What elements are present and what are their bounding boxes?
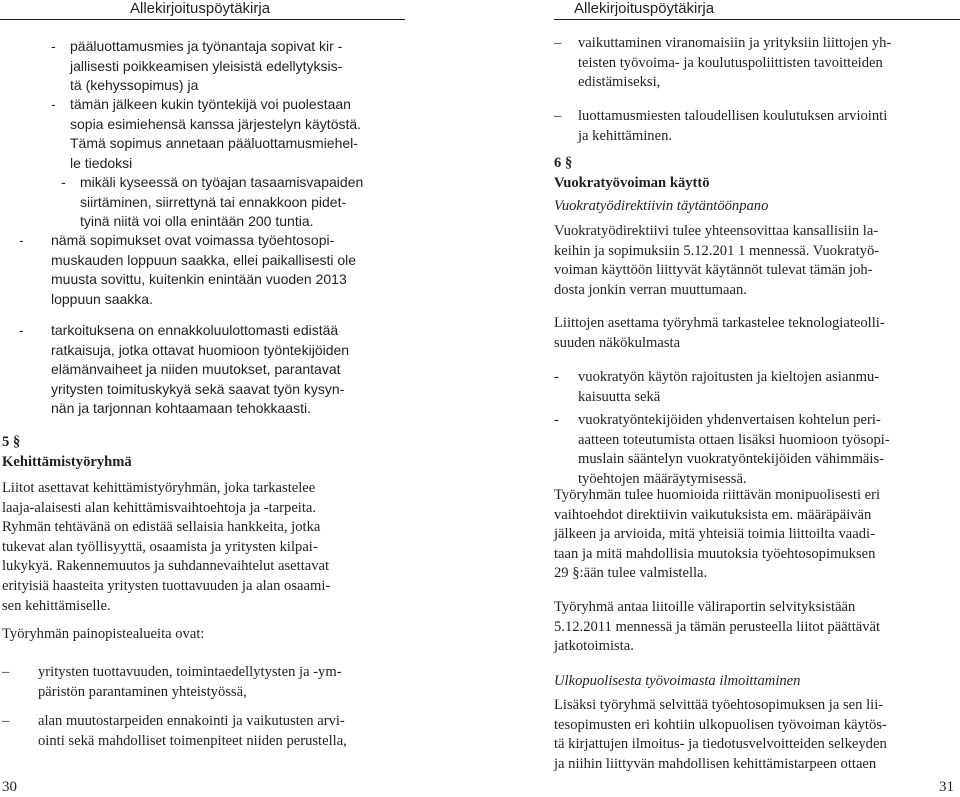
right-page [480,0,960,797]
sub-heading: Vuokratyödirektiivin täytäntöönpano [554,198,769,214]
paragraph: Liittojen asettama työryhmä tarkastelee teknologiateolli- suuden näkökulmasta [554,315,885,351]
list-item: – vaikuttaminen viranomaisiin ja yrityksiin liittojen yh- teisten työvoima- ja koulutuspoliittisten tavoitteiden edistämiseksi, [554,35,892,91]
list-dash: - [19,232,24,248]
list-dash: - [51,96,56,112]
paragraph: Työryhmä antaa liitoille väliraportin selvityksistään 5.12.2011 mennessä ja tämän perusteella liitot päättävät jatkotoimista. [554,599,881,655]
paragraph: Työryhmän painopistealueita ovat: [2,626,205,642]
list-item: – alan muutostarpeiden ennakointi ja vaikutusten arvi- ointi sekä mahdolliset toimenpiteet niiden perustella, [2,713,347,749]
list-item: – yritysten tuottavuuden, toimintaedellytysten ja -ym- päristön parantaminen yhteistyössä, [2,664,342,700]
paragraph: Liitot asettavat kehittämistyöryhmän, joka tarkastelee laaja-alaisesti alan kehittämisvaihtoehtoja ja -tarpeita. Ryhmän tehtävänä on edistää sellaisia hankkeita, jotka tukevat alan työllisyyttä, osaamista ja yritysten kilpai- lukykyä. Rakennemuutos ja suhdannevaihtelut asettavat erityisiä haasteita yritysten tuottavuuden ja alan osaami- sen kehittämiselle. [2,480,331,614]
header-rule [554,19,960,20]
sub-heading: Ulkopuolisesta työvoimasta ilmoittaminen [554,673,801,689]
list-item: – luottamusmiesten taloudellisen koulutuksen arviointi ja kehittäminen. [554,108,888,144]
list-item: - vuokratyöntekijöiden yhdenvertaisen kohtelun peri- aatteen toteutumista ottaen lisäksi huomioon työsopi- muslain sääntelyn vuokratyöntekijöiden vähimmäis- työehtojen määräytymisessä. [554,412,890,487]
list-item: - tarkoituksena on ennakkoluulottomasti edistää ratkaisuja, jotka ottavat huomioon työntekijöiden elämänvaiheet ja niiden muutokset, parantavat yritysten toimituskykyä sekä saavat työn kysyn- nän ja tarjonnan kohtaamaan tehokkaasti. [19,322,350,417]
page-number: 31 [939,779,954,795]
list-dash: – [2,664,10,680]
list-item: - pääluottamusmies ja työnantaja sopivat kir - jallisesti poikkeamisen yleisistä edellytyksis- tä (kehyssopimus) ja [51,38,343,94]
page-number: 30 [2,779,17,795]
section-number: 5 § [2,434,21,450]
paragraph: Työryhmän tulee huomioida riittävän monipuolisesti eri vaihtoehdot direktiivin vaikutuksista em. määräpäivän jälkeen ja arvioida, mitä yhteisiä toimia liittoilta vaadi- taan ja mitä mahdollisia muutoksia työehtosopimuksen 29 §:ään tulee valmistella. [554,487,881,582]
list-dash: - [554,412,559,428]
paragraph: Vuokratyödirektiivi tulee yhteensovittaa kansallisiin la- keihin ja sopimuksiin 5.12.201 1 mennessä. Vuokratyö- voiman käyttöön liittyvät käytännöt tulevat tämän joh- dosta jonkin verran muuttumaan. [554,223,880,298]
header-rule [0,19,405,20]
paragraph: Lisäksi työryhmä selvittää työehtosopimuksen ja sen lii- tesopimusten eri kohtiin ulkopuolisen työvoiman käytös- tä kirjattujen ilmoitus- ja tiedotusvelvoitteiden selkeyden ja niihin liittyvän mahdollisen kehittämistarpeen ottaen [554,697,887,772]
list-dash: - [51,38,56,54]
section-number: 6 § [554,155,573,171]
section-title: Vuokratyövoiman käyttö [554,174,710,191]
list-item: - tämän jälkeen kukin työntekijä voi puolestaan sopia esimiehensä kanssa järjestelyn käytöstä. Tämä sopimus annetaan pääluottamusmiehel- le tiedoksi [51,96,362,171]
section-heading [2,433,132,472]
list-dash: - [61,174,66,190]
section-title: Kehittämistyöryhmä [2,453,132,470]
list-item: - nämä sopimukset ovat voimassa työehtosopi- muskauden loppuun saakka, ellei paikallisesti ole muusta sovittu, kuitenkin enintään vuoden 2013 loppuun saakka. [19,232,357,307]
list-dash: – [554,108,562,124]
section-heading [554,154,710,193]
running-header: Allekirjoituspöytäkirja [574,0,715,17]
list-dash: - [554,369,559,385]
list-dash: – [2,713,10,729]
list-dash: – [554,35,562,51]
list-dash: - [19,322,24,338]
running-header: Allekirjoituspöytäkirja [130,0,271,17]
list-item: - vuokratyön käytön rajoitusten ja kieltojen asianmu- kaisuutta sekä [554,369,880,405]
list-item: - mikäli kyseessä on työajan tasaamisvapaiden siirtäminen, siirrettynä tai ennakkoon pidet- tyinä niitä voi olla enintään 200 tuntia. [61,174,364,230]
